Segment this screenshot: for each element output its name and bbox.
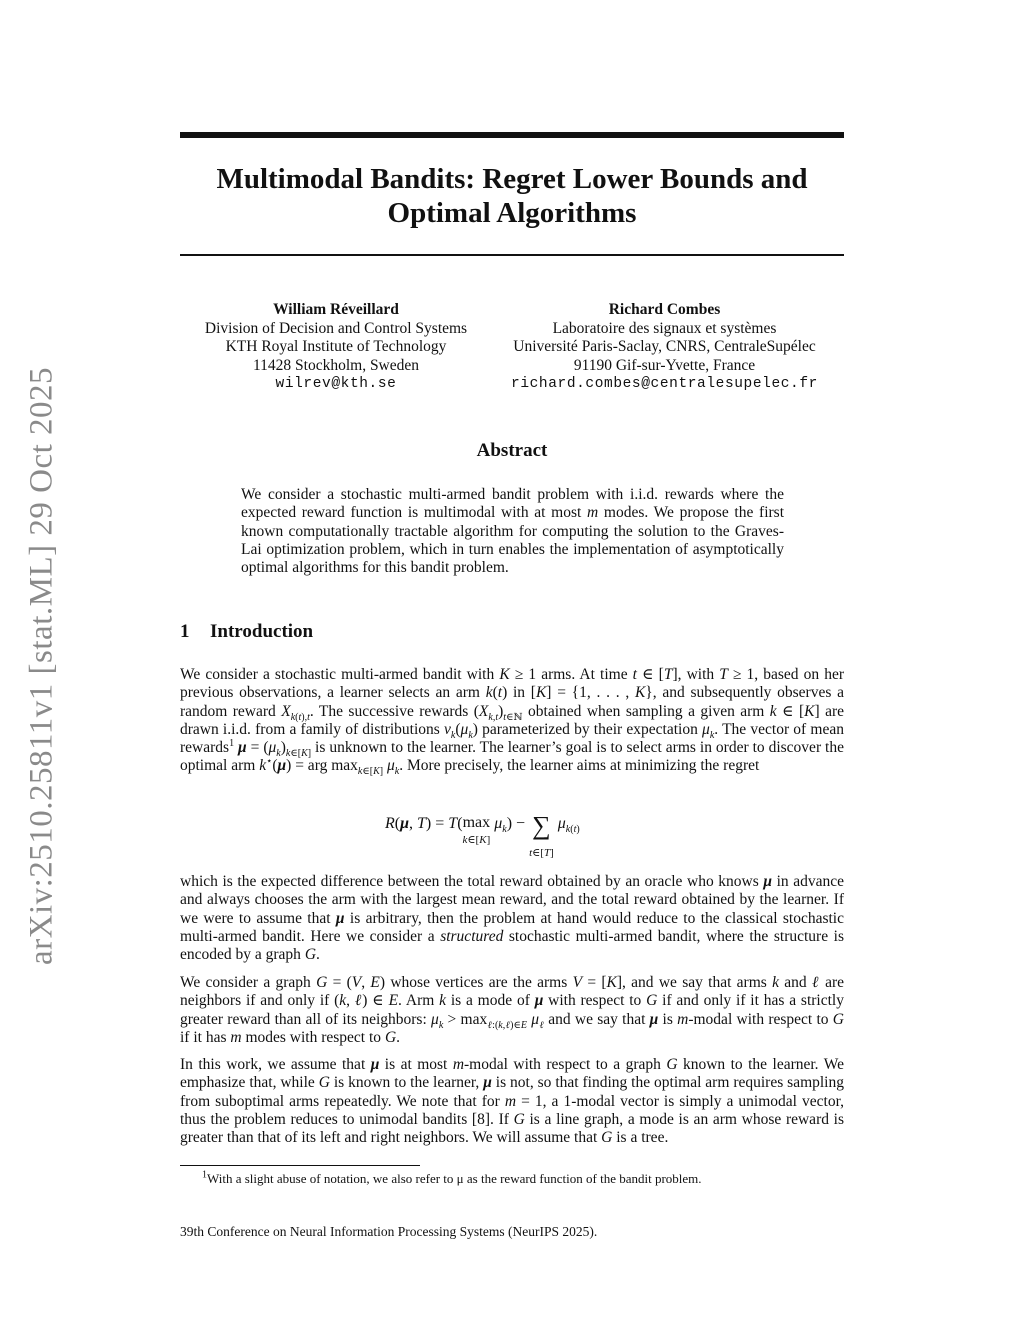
section-number: 1: [180, 621, 190, 642]
body-paragraph: We consider a stochastic multi-armed bandit with K ≥ 1 arms. At time t ∈ [T], with T ≥ 1, based on her previous observations, a learner selects an arm k(t) in [K] = {1, . . . , K}, and subsequently observes a random reward $X_{k(t),t}$. The successive rewards $(X_{k,t})_{t\in ℕ}$ obtained when sampling a given arm k ∈ [K] are drawn i.i.d. from a family of distributions $\nu_k(\mu_k)$ parameterized by their expectation $\mu_k$. The vector of mean rewards$^1$ $\mu = (\mu_k)_{k\in[K]}$ is unknown to the learner. The learner’s goal is to select arms in order to discover the optimal arm k⋆(μ) = arg $\max_{k\in[K]} \mu_k$. More precisely, the learner aims at minimizing the regret: [180, 666, 845, 778]
abstract-text: We consider a stochastic multi-armed bandit problem with i.i.d. rewards where the expected reward function is multimodal with at most m modes. We propose the first known computationally tractable algorithm for computing the solution to the Graves-Lai optimization problem, which in turn enables the implementation of asymptotically optimal algorithms for this bandit problem.: [241, 486, 785, 577]
title-top-rule: [180, 132, 844, 138]
author-block-2: [492, 301, 837, 394]
title-line-2: Optimal Algorithms: [387, 197, 637, 229]
footnote-rule: [180, 1165, 420, 1166]
body-paragraph: In this work, we assume that μ is at most m-modal with respect to a graph G known to the learner. We emphasize that, while G is known to the learner, μ is not, so that finding the optimal arm requires sampling from suboptimal arms repeatedly. We note that for m = 1, a 1-modal vector is simply a unimodal vector, thus the problem reduces to unimodal bandits [8]. If G is a line graph, a mode is an arm whose reward is greater than that of its left and right neighbors. We will assume that G is a tree.: [180, 1056, 844, 1147]
body-paragraph: which is the expected difference between the total reward obtained by an oracle who knows μ in advance and always chooses the arm with the largest mean reward, and the total reward obtained by the learner. If we were to assume that μ is arbitrary, then the problem at hand would reduce to the classical stochastic multi-armed bandit. Here we consider a structured stochastic multi-armed bandit, where the structure is encoded by a graph G.: [180, 873, 844, 964]
section-heading: [180, 621, 313, 643]
body-paragraph: We consider a graph G = (V, E) whose vertices are the arms V = [K], and we say that arms k and ℓ are neighbors if and only if (k, ℓ) ∈ E. Arm k is a mode of μ with respect to G if and only if it has a strictly greater reward than all of its neighbors: $\mu_k > \max_{\ell:(k,\ell)\in E} \mu_\ell$ and we say that μ is m-modal with respect to G if it has m modes with respect to G.: [180, 974, 845, 1046]
conference-note: 39th Conference on Neural Information Processing Systems (NeurIPS 2025).: [180, 1224, 598, 1239]
regret-equation: R(μ, T) = T(max k∈[K] $\mu_k$) − ∑ t∈[T] $\mu_{k(t)}$: [385, 811, 580, 859]
author-affiliation: 91190 Gif-sur-Yvette, France: [573, 356, 756, 374]
abstract-heading: Abstract: [476, 440, 548, 461]
footnote: [180, 1171, 844, 1187]
author-affiliation: 11428 Stockholm, Sweden: [252, 356, 420, 374]
author-affiliation: Division of Decision and Control Systems: [204, 319, 468, 337]
author-affiliation: Laboratoire des signaux et systèmes: [552, 319, 777, 337]
paper-title: [180, 162, 844, 230]
section-title: Introduction: [210, 621, 314, 642]
footnote-mark: 1: [202, 1169, 207, 1181]
footnote-text: With a slight abuse of notation, we also refer to μ as the reward function of the bandit problem.: [207, 1171, 702, 1186]
author-block-1: [180, 301, 492, 394]
title-line-1: Multimodal Bandits: Regret Lower Bounds and: [216, 163, 808, 195]
author-affiliation: KTH Royal Institute of Technology: [225, 338, 447, 355]
author-email[interactable]: richard.combes@centralesupelec.fr: [511, 376, 818, 392]
author-affiliation: Université Paris-Saclay, CNRS, CentraleSupélec: [513, 338, 816, 355]
author-name: Richard Combes: [608, 301, 721, 318]
author-email[interactable]: wilrev@kth.se: [275, 376, 397, 392]
arxiv-stamp: arXiv:2510.25811v1 [stat.ML] 29 Oct 2025: [23, 366, 60, 966]
title-bottom-rule: [180, 254, 844, 256]
author-name: William Réveillard: [273, 301, 399, 318]
